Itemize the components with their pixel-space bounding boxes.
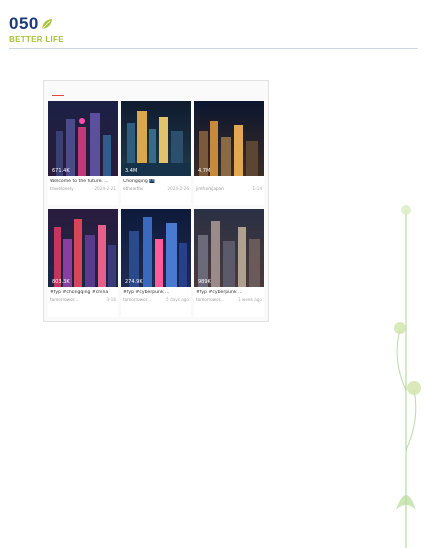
magazine-brand: BETTER LIFE bbox=[9, 35, 64, 44]
view-count: 4.7M bbox=[198, 167, 211, 174]
video-caption: #fyp #cyberpunk ... bbox=[196, 290, 243, 295]
plant-decoration-icon bbox=[388, 150, 424, 548]
video-card[interactable] bbox=[48, 101, 118, 205]
video-card[interactable] bbox=[121, 101, 191, 205]
video-thumbnail bbox=[121, 209, 191, 287]
video-author[interactable]: tomorrowor... bbox=[50, 297, 79, 302]
tiktok-screenshot bbox=[43, 80, 269, 322]
video-thumbnail bbox=[194, 101, 264, 176]
video-card[interactable] bbox=[121, 209, 191, 317]
video-date: 2024-2-26 bbox=[167, 186, 189, 191]
page-number: 050 bbox=[9, 14, 39, 33]
view-count: 671.4K bbox=[52, 167, 70, 174]
video-caption: Chongqing 🌃 bbox=[123, 179, 155, 184]
video-thumbnail bbox=[48, 209, 118, 287]
video-author[interactable]: jimfromjapan bbox=[196, 186, 224, 191]
video-author[interactable]: travelonely bbox=[50, 186, 74, 191]
video-caption: #fyp #chongqing #china bbox=[50, 290, 109, 295]
header-rule bbox=[9, 48, 418, 49]
video-author[interactable]: tomorrowor... bbox=[123, 297, 152, 302]
video-date: 3-16 bbox=[106, 297, 116, 302]
view-count: 3.4M bbox=[125, 167, 138, 174]
video-caption: #fyp #cyberpunk ... bbox=[123, 290, 170, 295]
body-column-3 bbox=[285, 100, 413, 108]
video-date: 1 week ago bbox=[237, 297, 262, 302]
video-date: 2024-2-21 bbox=[94, 186, 116, 191]
video-caption: Welcome to the future. ... bbox=[50, 179, 109, 184]
video-date: 1-14 bbox=[252, 186, 262, 191]
active-tab-indicator bbox=[52, 95, 64, 96]
tab-bar bbox=[50, 86, 260, 98]
leaf-ornament-icon bbox=[40, 17, 54, 31]
video-card[interactable] bbox=[48, 209, 118, 317]
video-thumbnail bbox=[48, 101, 118, 176]
video-card[interactable] bbox=[194, 209, 264, 317]
video-card[interactable] bbox=[194, 101, 264, 205]
view-count: 274.9K bbox=[125, 278, 143, 285]
video-thumbnail bbox=[121, 101, 191, 176]
view-count: 803.3K bbox=[52, 278, 70, 285]
video-author[interactable]: ethearths bbox=[123, 186, 144, 191]
view-count: 989K bbox=[198, 278, 211, 285]
video-date: 5 days ago bbox=[166, 297, 189, 302]
video-thumbnail bbox=[194, 209, 264, 287]
video-author[interactable]: tomorrowor... bbox=[196, 297, 225, 302]
